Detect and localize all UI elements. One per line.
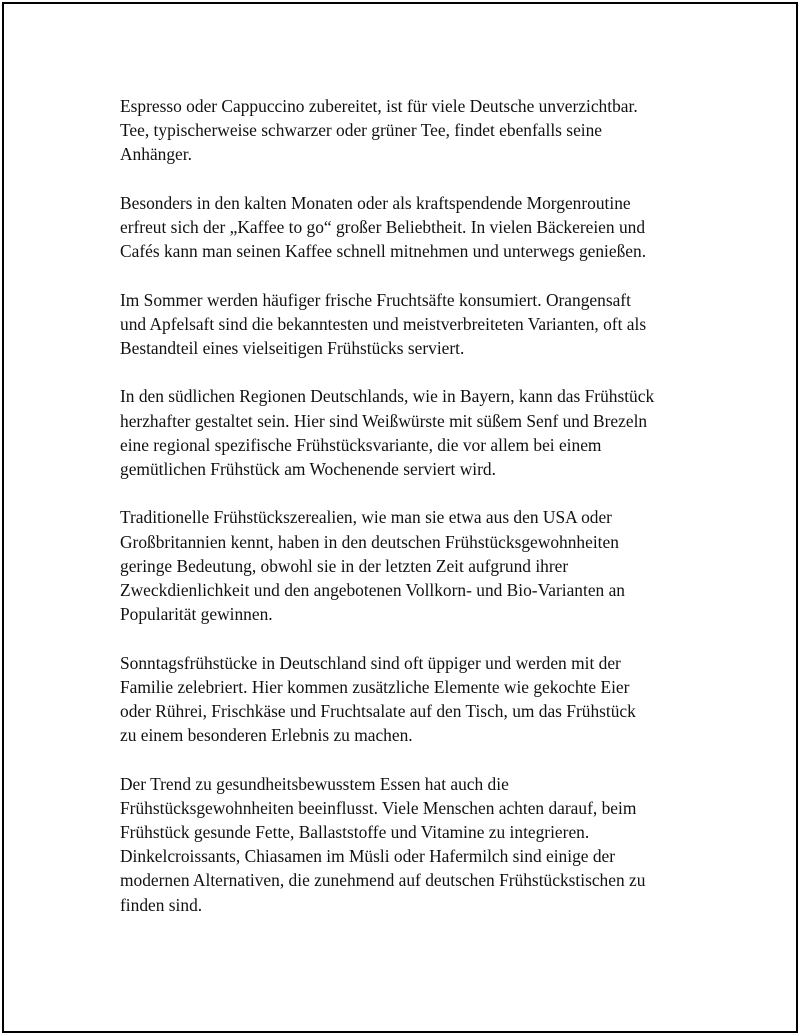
paragraph-bavaria: In den südlichen Regionen Deutschlands, wie in Bayern, kann das Frühstück herzhafter gestaltet sein. Hier sind Weißwürste mit süßem Senf und Brezeln eine regional spezifische Frühstücksvariante, die vor allem bei einem gemütlichen Frühstück am Wochenende serviert wird. <box>120 386 655 479</box>
paragraph-health-trend: Der Trend zu gesundheitsbewusstem Essen hat auch die Frühstücksgewohnheiten beeinflusst. Viele Menschen achten darauf, beim Frühstück gesunde Fette, Ballaststoffe und Vitamine zu integrieren. Dinkelcroissants, Chiasamen im Müsli oder Hafermilch sind einige der modernen Alternativen, die zunehmend auf deutschen Frühstückstischen zu finden sind. <box>120 773 646 915</box>
document-body <box>120 94 700 941</box>
paragraph-coffee-to-go: Besonders in den kalten Monaten oder als kraftspendende Morgenroutine erfreut sich der „Kaffee to go“ großer Beliebtheit. In vielen Bäckereien und Cafés kann man seinen Kaffee schnell mitnehmen und unterwegs genießen. <box>120 192 647 262</box>
page-frame <box>2 2 798 1033</box>
paragraph-fruit-juices: Im Sommer werden häufiger frische Fruchtsäfte konsumiert. Orangensaft und Apfelsaft sind die bekanntesten und meistverbreiteten Varianten, oft als Bestandteil eines vielseitigen Frühstücks serviert. <box>120 289 647 358</box>
paragraph-sunday-breakfast: Sonntagsfrühstücke in Deutschland sind oft üppiger und werden mit der Familie zelebriert. Hier kommen zusätzliche Elemente wie gekochte Eier oder Rührei, Frischkäse und Fruchtsalate auf den Tisch, um das Frühstück zu einem besonderen Erlebnis zu machen. <box>120 652 636 746</box>
paragraph-cereals: Traditionelle Frühstückszerealien, wie man sie etwa aus den USA oder Großbritannien kennt, haben in den deutschen Frühstücksgewohnheiten geringe Bedeutung, obwohl sie in der letzten Zeit aufgrund ihrer Zweckdienlichkeit und den angebotenen Vollkorn- und Bio-Varianten an Popularität gewinnen. <box>120 507 625 625</box>
paragraph-coffee-tea: Espresso oder Cappuccino zubereitet, ist für viele Deutsche unverzichtbar. Tee, typischerweise schwarzer oder grüner Tee, findet ebenfalls seine Anhänger. <box>120 96 638 165</box>
